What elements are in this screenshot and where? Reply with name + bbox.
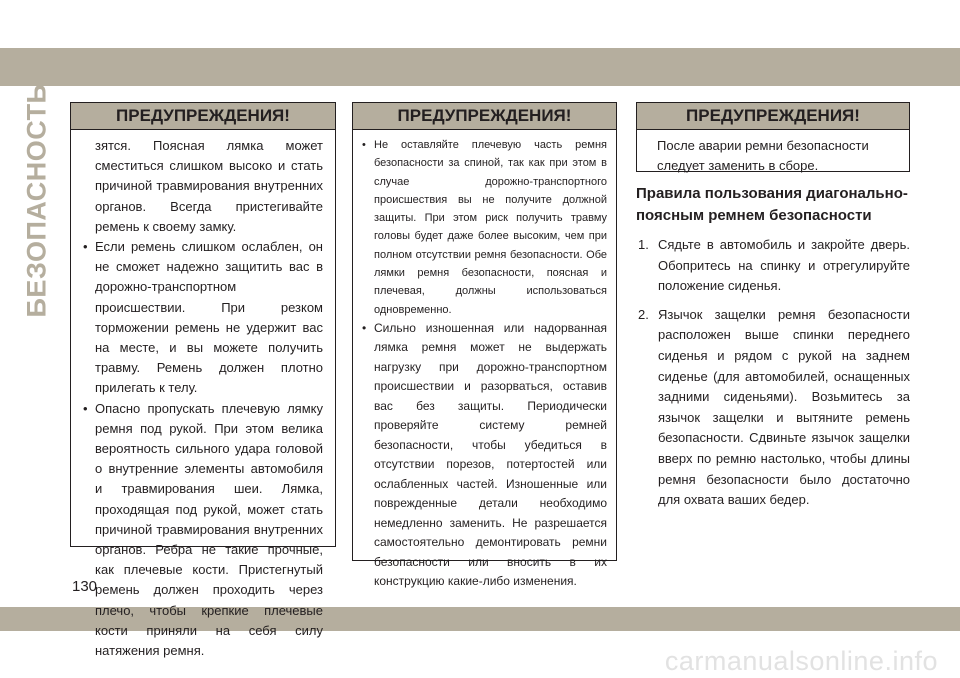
warning-box-2 — [352, 102, 617, 589]
warning-box-3 — [636, 102, 910, 172]
section-tab-label: БЕЗОПАСНОСТЬ — [21, 83, 52, 317]
warning-text: После аварии ремни безопасности следует заменить в сборе. — [657, 138, 869, 174]
warning-bullet: • Опасно пропускать плечевую лямку ремня под рукой. При этом велика вероятность сильного удара головой о внутренние элементы автомобиля и травмирования шеи. Лямка, проходящая под рукой, может стать причиной травмирования внутренних органов. Ребра не такие прочные, как плечевые кости. Пристегнутый ремень должен проходить через плечо, чтобы крепкие плечевые кости приняли на себя силу натяжения ремня. — [83, 399, 323, 662]
step-number: 2. — [638, 306, 649, 322]
warning-body — [353, 130, 616, 598]
warning-heading: ПРЕДУПРЕЖДЕНИЯ! — [353, 103, 616, 130]
step-text: Язычок защелки ремня безопасности расположен выше спинки переднего сиденья и рядом с рукой на заднем сиденье (для автомобилей, оснащенных задними сиденьями). Возьмитесь за язычок защелки и вытяните ремень безопасности. Сдвиньте язычок защелки вверх по ремню настолько, чтобы длины ремня безопасности было достаточно для охвата ваших бедер. — [658, 306, 910, 508]
warning-body — [71, 130, 335, 667]
rules-section — [636, 183, 910, 519]
step-text: Сядьте в автомобиль и закройте дверь. Обопритесь на спинку и отрегулируйте положение сиденья. — [658, 237, 910, 294]
warning-bullet: • Не оставляйте плечевую часть ремня безопасности за спиной, так как при этом в случае дорожно-транспортного происшествия вы не получите должной защиты. При этом риск получить травму головы будет даже более высоким, чем при полном отсутствии ремня безопасности. Обе лямки ремня безопасности, поясная и плечевая, должны использоваться одновременно. — [362, 136, 607, 319]
rules-step — [636, 235, 910, 297]
page-number: 130 — [72, 578, 98, 595]
section-tab — [21, 83, 52, 317]
warning-text-continued: зятся. Поясная лямка может сместиться слишком высоко и стать причиной травмирования внутренних органов. Всегда пристегивайте ремень к своему замку. — [95, 138, 323, 234]
header-band — [0, 48, 960, 86]
step-number: 1. — [638, 237, 649, 252]
warning-body — [637, 130, 909, 182]
warning-heading: ПРЕДУПРЕЖДЕНИЯ! — [71, 103, 335, 130]
warning-bullet: • Если ремень слишком ослаблен, он не сможет надежно защитить вас в дорожно-транспортном происшествии. При резком торможении ремень не удержит вас на месте, и вы можете получить травму. Ремень должен плотно прилегать к телу. — [83, 237, 323, 399]
rules-heading: Правила пользования диагонально-поясным ремнем безопасности — [636, 185, 908, 224]
warning-heading: ПРЕДУПРЕЖДЕНИЯ! — [637, 103, 909, 130]
rules-step — [636, 305, 910, 511]
watermark: carmanualsonline.info — [664, 646, 938, 676]
warning-bullet: • Сильно изношенная или надорванная лямка ремня может не выдержать нагрузку при дорожно-транспортном происшествии и разорваться, оставив вас без защиты. Периодически проверяйте систему ремней безопасности, чтобы убедиться в отсутствии порезов, потертостей или ослабленных частей. Изношенные или поврежденные детали необходимо немедленно заменить. Не разрешается самостоятельно демонтировать ремни безопасности или вносить в их конструкцию какие-либо изменения. — [362, 319, 607, 592]
